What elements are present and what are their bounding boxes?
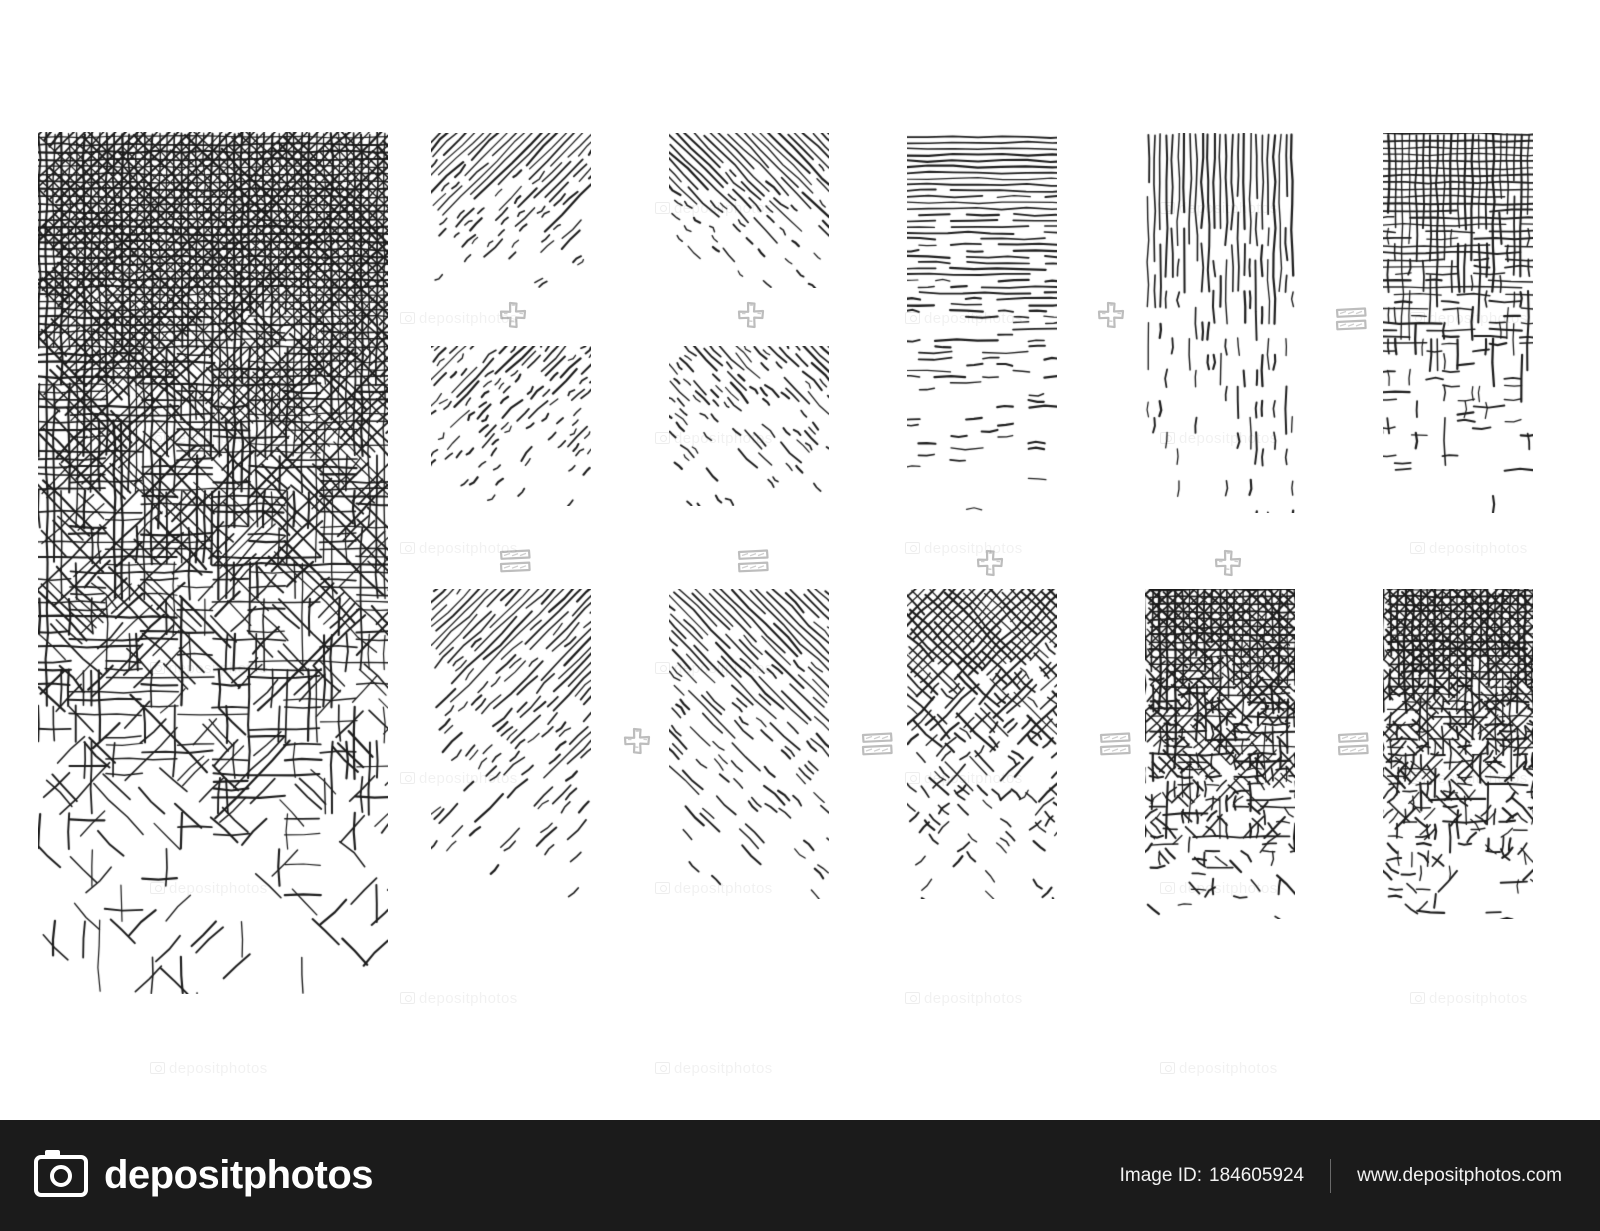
hatch-canvas [431,133,591,288]
watermark-text: depositphotos [674,1060,773,1077]
hatch-panel-b3 [669,589,829,899]
watermark-camera-icon [400,312,415,324]
equals-operator-icon [1098,730,1132,758]
plus-operator-icon [498,300,528,330]
hatch-canvas [431,589,591,899]
watermark-text: depositphotos [1179,1060,1278,1077]
watermark-camera-icon [905,992,920,1004]
watermark [1160,1060,1278,1077]
hatch-panel-b1 [669,133,829,288]
camera-icon [34,1155,88,1197]
equals-operator-icon [860,730,894,758]
equals-operator-icon [1336,730,1370,758]
image-id-label: Image ID: [1119,1164,1202,1186]
footer-meta [1120,1159,1562,1193]
watermark-camera-icon [655,432,670,444]
image-id-value: 184605924 [1209,1164,1305,1186]
watermark-text: depositphotos [419,990,518,1007]
hatch-canvas [669,346,829,506]
watermark-camera-icon [400,992,415,1004]
watermark [905,990,1023,1007]
hatch-panel-e2 [1383,589,1533,919]
watermark-camera-icon [400,772,415,784]
hatch-panel-a2 [431,346,591,506]
hatch-panel-result-large [38,132,388,994]
hatch-canvas [38,132,388,994]
hatch-canvas [907,133,1057,513]
hatch-canvas [669,589,829,899]
watermark-camera-icon [1410,542,1425,554]
watermark [655,1060,773,1077]
hatch-canvas [1383,133,1533,513]
hatch-panel-c2 [907,589,1057,899]
hatch-canvas [1145,589,1295,919]
hatch-canvas [669,133,829,288]
plus-operator-icon [1096,300,1126,330]
brand-wordmark: depositphotos [104,1153,374,1197]
hatch-panel-a1 [431,133,591,288]
watermark-camera-icon [400,542,415,554]
footer-logo [34,1153,373,1198]
watermark [400,990,518,1007]
watermark-text: depositphotos [419,540,518,557]
watermark-text: depositphotos [1429,990,1528,1007]
watermark [1410,540,1528,557]
hatch-canvas [431,346,591,506]
site-url: www.depositphotos.com [1357,1164,1562,1186]
watermark-camera-icon [655,882,670,894]
equals-operator-icon [498,547,532,575]
watermark-text: depositphotos [169,1060,268,1077]
watermark [1410,990,1528,1007]
hatch-canvas [907,589,1057,899]
watermark [150,1060,268,1077]
footer-divider [1330,1159,1331,1193]
watermark-text: depositphotos [924,990,1023,1007]
hatch-canvas [1145,133,1295,513]
hatch-canvas [1383,589,1533,919]
watermark-text: depositphotos [1429,540,1528,557]
watermark-text: depositphotos [924,540,1023,557]
plus-operator-icon [1213,548,1243,578]
watermark-camera-icon [655,202,670,214]
hatch-panel-d2 [1145,589,1295,919]
hatch-panel-d1 [1145,133,1295,513]
hatch-panel-e1 [1383,133,1533,513]
watermark-camera-icon [655,1062,670,1074]
plus-operator-icon [736,300,766,330]
plus-operator-icon [975,548,1005,578]
hatch-panel-b2 [669,346,829,506]
watermark-text: depositphotos [419,310,518,327]
hatch-panel-c1 [907,133,1057,513]
watermark-camera-icon [1410,992,1425,1004]
watermark-camera-icon [150,1062,165,1074]
equals-operator-icon [1334,305,1368,333]
watermark-camera-icon [1160,1062,1175,1074]
equals-operator-icon [736,547,770,575]
watermark-camera-icon [655,662,670,674]
plus-operator-icon [622,726,652,756]
hatch-panel-a3 [431,589,591,899]
footer-bar [0,1120,1600,1231]
watermark-camera-icon [905,542,920,554]
